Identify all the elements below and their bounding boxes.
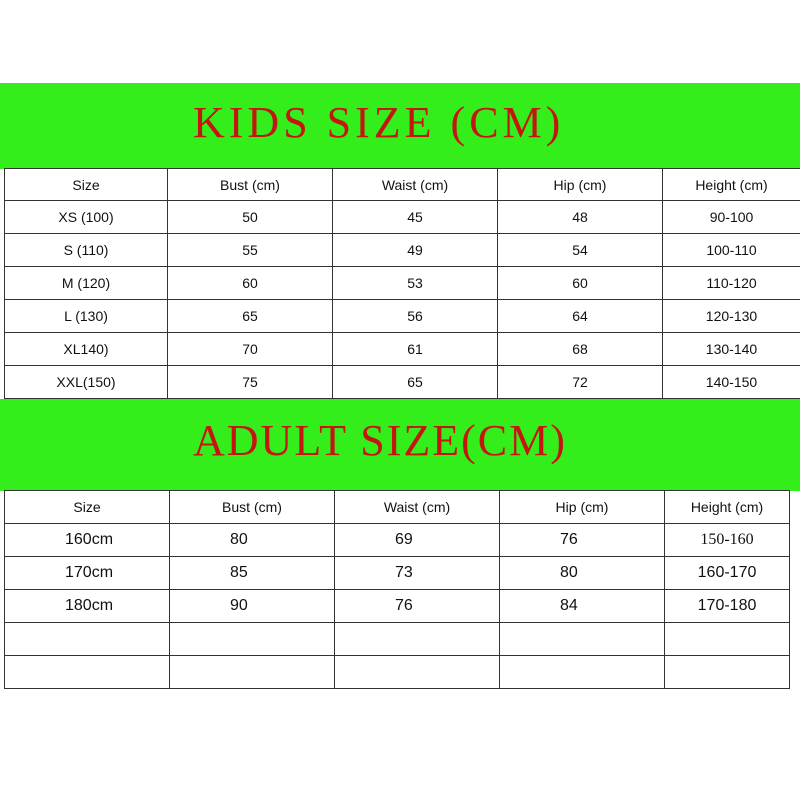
waist-cell [335, 656, 500, 689]
bust-cell: 50 [168, 201, 333, 234]
hip-cell: 68 [498, 333, 663, 366]
kids-banner [0, 83, 800, 169]
bust-cell [170, 656, 335, 689]
header-size: Size [5, 491, 170, 524]
height-cell: 100-110 [663, 234, 800, 267]
bust-cell: 65 [168, 300, 333, 333]
table-row [5, 557, 790, 590]
kids-size-table [4, 168, 800, 399]
size-cell: XL140) [5, 333, 168, 366]
waist-cell: 65 [333, 366, 498, 399]
hip-cell [500, 623, 665, 656]
bust-cell: 55 [168, 234, 333, 267]
kids-title: KIDS SIZE (CM) [193, 98, 565, 147]
size-cell: S (110) [5, 234, 168, 267]
size-cell [5, 623, 170, 656]
waist-cell: 61 [333, 333, 498, 366]
waist-cell: 45 [333, 201, 498, 234]
height-cell: 150-160 [665, 524, 790, 557]
table-row [5, 201, 800, 234]
hip-cell: 64 [498, 300, 663, 333]
bust-cell: 75 [168, 366, 333, 399]
header-waist: Waist (cm) [335, 491, 500, 524]
table-row [5, 656, 790, 689]
size-cell: XXL(150) [5, 366, 168, 399]
hip-cell: 80 [500, 557, 665, 590]
height-cell: 130-140 [663, 333, 800, 366]
waist-cell: 76 [335, 590, 500, 623]
bust-cell: 70 [168, 333, 333, 366]
header-hip: Hip (cm) [498, 169, 663, 201]
waist-cell: 53 [333, 267, 498, 300]
size-cell: 160cm [5, 524, 170, 557]
height-cell: 160-170 [665, 557, 790, 590]
adult-size-table [4, 490, 790, 689]
size-cell: L (130) [5, 300, 168, 333]
hip-cell: 60 [498, 267, 663, 300]
waist-cell: 73 [335, 557, 500, 590]
bust-cell: 60 [168, 267, 333, 300]
adult-banner [0, 399, 800, 491]
header-bust: Bust (cm) [168, 169, 333, 201]
table-row [5, 366, 800, 399]
size-cell: M (120) [5, 267, 168, 300]
bust-cell: 85 [170, 557, 335, 590]
header-bust: Bust (cm) [170, 491, 335, 524]
waist-cell: 56 [333, 300, 498, 333]
height-cell [665, 623, 790, 656]
hip-cell: 76 [500, 524, 665, 557]
waist-cell: 69 [335, 524, 500, 557]
size-cell: 170cm [5, 557, 170, 590]
height-cell: 90-100 [663, 201, 800, 234]
height-cell: 170-180 [665, 590, 790, 623]
table-header-row [5, 491, 790, 524]
hip-cell: 72 [498, 366, 663, 399]
header-height: Height (cm) [665, 491, 790, 524]
table-row [5, 590, 790, 623]
height-cell: 110-120 [663, 267, 800, 300]
bust-cell: 90 [170, 590, 335, 623]
waist-cell: 49 [333, 234, 498, 267]
hip-cell: 54 [498, 234, 663, 267]
header-waist: Waist (cm) [333, 169, 498, 201]
hip-cell [500, 656, 665, 689]
size-cell: 180cm [5, 590, 170, 623]
table-row [5, 524, 790, 557]
table-row [5, 234, 800, 267]
hip-cell: 84 [500, 590, 665, 623]
bust-cell [170, 623, 335, 656]
size-cell [5, 656, 170, 689]
header-height: Height (cm) [663, 169, 800, 201]
table-row [5, 333, 800, 366]
waist-cell [335, 623, 500, 656]
bust-cell: 80 [170, 524, 335, 557]
adult-title: ADULT SIZE(CM) [193, 416, 567, 465]
height-cell [665, 656, 790, 689]
height-cell: 140-150 [663, 366, 800, 399]
hip-cell: 48 [498, 201, 663, 234]
table-row [5, 300, 800, 333]
size-cell: XS (100) [5, 201, 168, 234]
header-hip: Hip (cm) [500, 491, 665, 524]
height-cell: 120-130 [663, 300, 800, 333]
table-header-row [5, 169, 800, 201]
header-size: Size [5, 169, 168, 201]
table-row [5, 623, 790, 656]
table-row [5, 267, 800, 300]
